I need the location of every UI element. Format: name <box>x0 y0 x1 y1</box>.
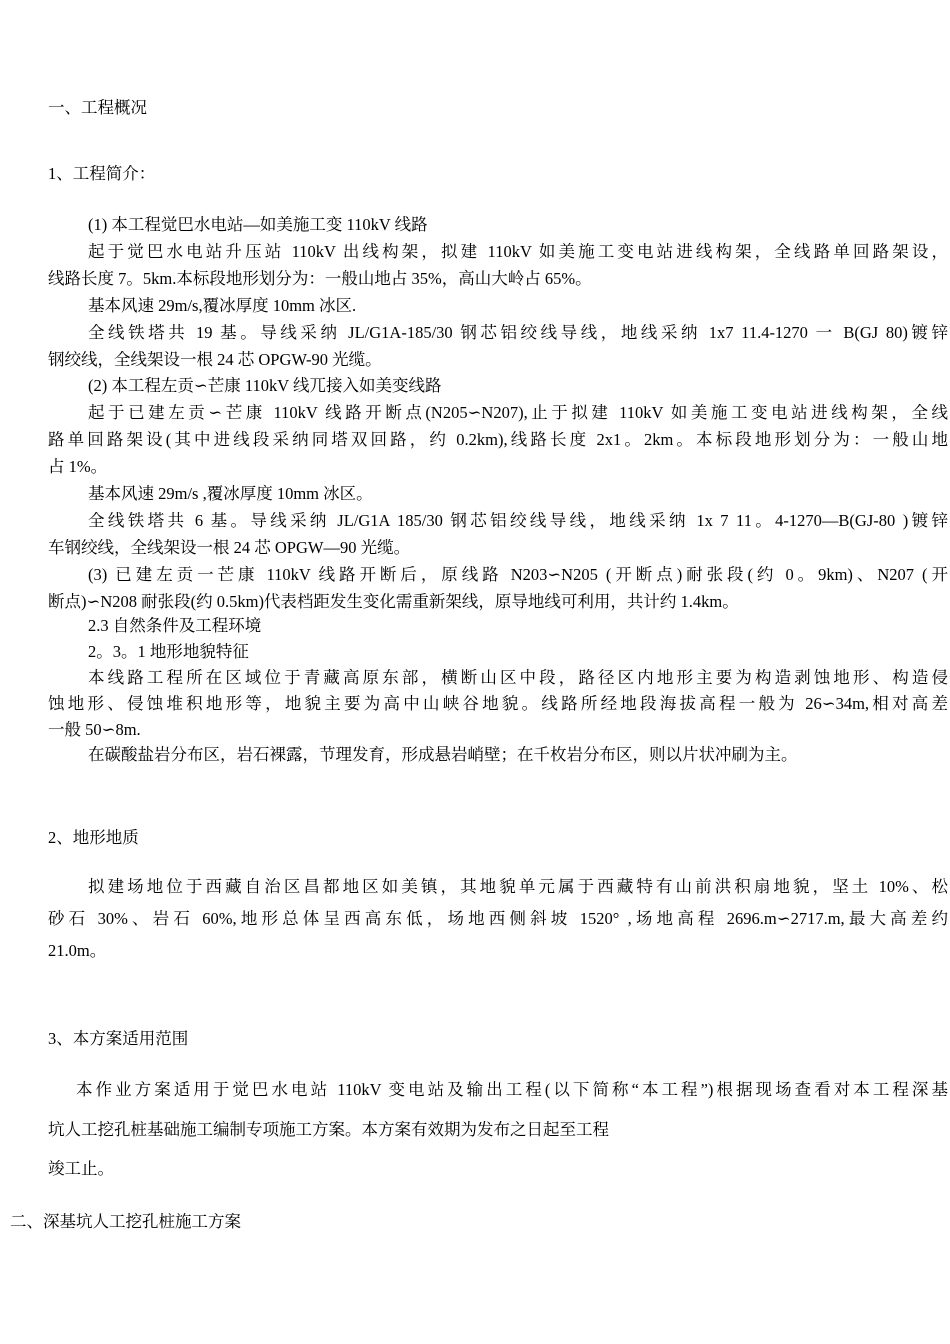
paragraph-line: 2。3。1 地形地貌特征 <box>88 642 249 661</box>
paragraph-line: 全线铁塔共 6 基。导线采纳 JL/G1A 185/30 钢芯铝绞线导线，地线采纳 1x 7 11。4-1270—B(GJ-80 )镀锌 <box>88 511 948 530</box>
subsection-heading-1-2: 2、地形地质 <box>48 828 139 847</box>
paragraph-line: 2.3 自然条件及工程环境 <box>88 616 262 635</box>
paragraph-line: 本作业方案适用于觉巴水电站 110kV 变电站及输出工程(以下简称“本工程”)根据现场查看对本工程深基 <box>76 1080 948 1099</box>
paragraph-line: 线路长度 7。5km.本标段地形划分为：一般山地占 35%，高山大岭占 65%。 <box>48 269 592 288</box>
subsection-heading-1-1: 1、工程简介： <box>48 164 156 183</box>
paragraph-line: 砂石 30%、岩石 60%,地形总体呈西高东低，场地西侧斜坡 1520° ,场地高程 2696.m∽2717.m,最大高差约 <box>48 909 948 928</box>
paragraph-line: 基本风速 29m/s,覆冰厚度 10mm 冰区. <box>88 296 357 315</box>
paragraph-line: 全线铁塔共 19 基。导线采纳 JL/G1A-185/30 钢芯铝绞线导线，地线采纳 1x7 11.4-1270 一 B(GJ 80)镀锌 <box>88 323 948 342</box>
paragraph-line: 竣工止。 <box>48 1159 114 1178</box>
section-heading-2: 二、深基坑人工挖孔桩施工方案 <box>10 1212 241 1231</box>
paragraph-line: 拟建场地位于西藏自治区昌都地区如美镇，其地貌单元属于西藏特有山前洪积扇地貌，坚土 10%、松 <box>88 877 948 896</box>
paragraph-line: 坑人工挖孔桩基础施工编制专项施工方案。本方案有效期为发布之日起至工程 <box>48 1120 609 1139</box>
paragraph-line: 路单回路架设(其中进线段采纳同塔双回路，约 0.2km),线路长度 2x1。2km。本标段地形划分为：一般山地 <box>48 430 948 449</box>
paragraph-line: 本线路工程所在区域位于青藏高原东部，横断山区中段，路径区内地形主要为构造剥蚀地形、构造侵 <box>88 668 948 687</box>
paragraph-line: 在碳酸盐岩分布区，岩石裸露，节理发育，形成悬岩峭壁；在千枚岩分布区，则以片状冲刷为主。 <box>88 745 798 764</box>
paragraph-line: 起于已建左贡∽芒康 110kV 线路开断点(N205∽N207),止于拟建 110kV 如美施工变电站进线构架，全线 <box>88 403 948 422</box>
paragraph-line: 车钢绞线，全线架设一根 24 芯 OPGW—90 光缆。 <box>48 538 411 557</box>
paragraph-line: (1) 本工程觉巴水电站—如美施工变 110kV 线路 <box>88 215 428 234</box>
paragraph-line: (2) 本工程左贡∽芒康 110kV 线兀接入如美变线路 <box>88 376 442 395</box>
subsection-heading-1-3: 3、本方案适用范围 <box>48 1029 189 1048</box>
section-heading-1: 一、工程概况 <box>48 98 147 117</box>
paragraph-line: 断点)∽N208 耐张段(约 0.5km)代表档距发生变化需重新架线，原导地线可利用，共计约 1.4km。 <box>48 592 739 611</box>
paragraph-line: (3) 已建左贡一芒康 110kV 线路开断后，原线路 N203∽N205 (开断点)耐张段(约 0。9km)、N207 (开 <box>88 565 948 584</box>
paragraph-line: 蚀地形、侵蚀堆积地形等，地貌主要为高中山峡谷地貌。线路所经地段海拔高程一般为 26∽34m,相对高差 <box>48 694 948 713</box>
paragraph-line: 一般 50∽8m. <box>48 720 141 739</box>
paragraph-line: 21.0m。 <box>48 941 107 960</box>
paragraph-line: 占 1%。 <box>48 457 108 476</box>
paragraph-line: 基本风速 29m/s ,覆冰厚度 10mm 冰区。 <box>88 484 373 503</box>
paragraph-line: 起于觉巴水电站升压站 110kV 出线构架，拟建 110kV 如美施工变电站进线构架，全线路单回路架设， <box>88 242 948 261</box>
paragraph-line: 钢绞线，全线架设一根 24 芯 OPGW-90 光缆。 <box>48 350 382 369</box>
